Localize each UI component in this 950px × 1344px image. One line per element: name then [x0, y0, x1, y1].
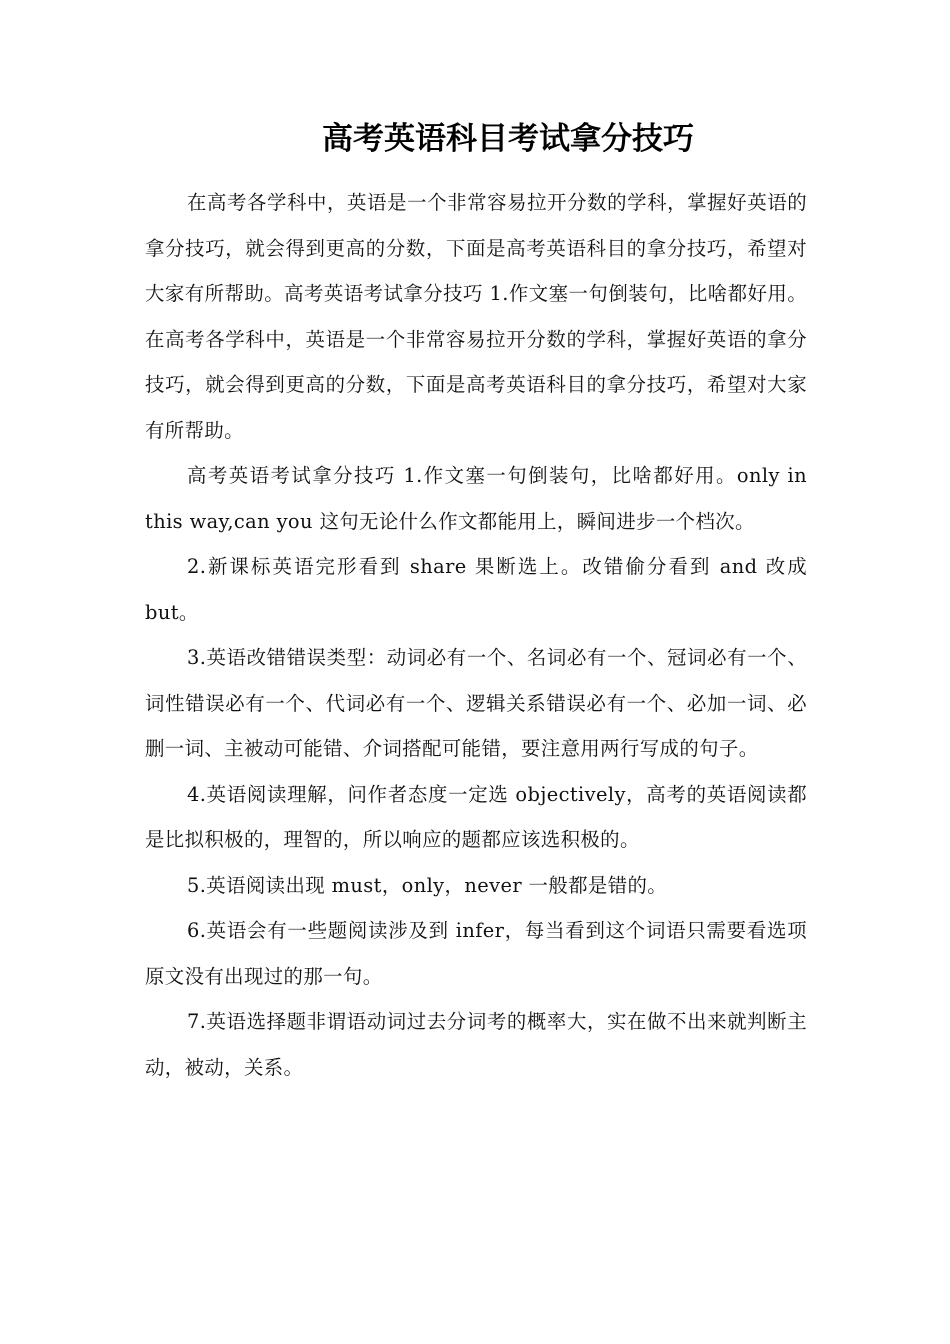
document-body	[145, 180, 807, 1090]
paragraph-tip-4: 4.英语阅读理解，问作者态度一定选 objectively，高考的英语阅读都是比拟积极的，理智的，所以响应的题都应该选积极的。	[145, 782, 807, 851]
paragraph-intro: 在高考各学科中，英语是一个非常容易拉开分数的学科，掌握好英语的拿分技巧，就会得到更高的分数，下面是高考英语科目的拿分技巧，希望对大家有所帮助。高考英语考试拿分技巧 1.作文塞一句倒装句，比啥都好用。在高考各学科中，英语是一个非常容易拉开分数的学科，掌握好英语的拿分技巧，就会得到更高的分数，下面是高考英语科目的拿分技巧，希望对大家有所帮助。	[145, 191, 807, 442]
document-title: 高考英语科目考试拿分技巧	[322, 121, 694, 157]
paragraph-tip-1: 高考英语考试拿分技巧 1.作文塞一句倒装句，比啥都好用。only in this way,can you 这句无论什么作文都能用上，瞬间进步一个档次。	[145, 464, 807, 533]
paragraph-tip-3: 3.英语改错错误类型：动词必有一个、名词必有一个、冠词必有一个、词性错误必有一个、代词必有一个、逻辑关系错误必有一个、必加一词、必删一词、主被动可能错、介词搭配可能错，要注意用两行写成的句子。	[145, 646, 807, 760]
paragraph-tip-6: 6.英语会有一些题阅读涉及到 infer，每当看到这个词语只需要看选项原文没有出现过的那一句。	[145, 919, 807, 988]
paragraph-tip-2: 2.新课标英语完形看到 share 果断选上。改错偷分看到 and 改成 but。	[145, 555, 807, 624]
paragraph-tip-5: 5.英语阅读出现 must，only，never 一般都是错的。	[187, 873, 668, 897]
paragraph-tip-7: 7.英语选择题非谓语动词过去分词考的概率大，实在做不出来就判断主动，被动，关系。	[145, 1010, 807, 1079]
